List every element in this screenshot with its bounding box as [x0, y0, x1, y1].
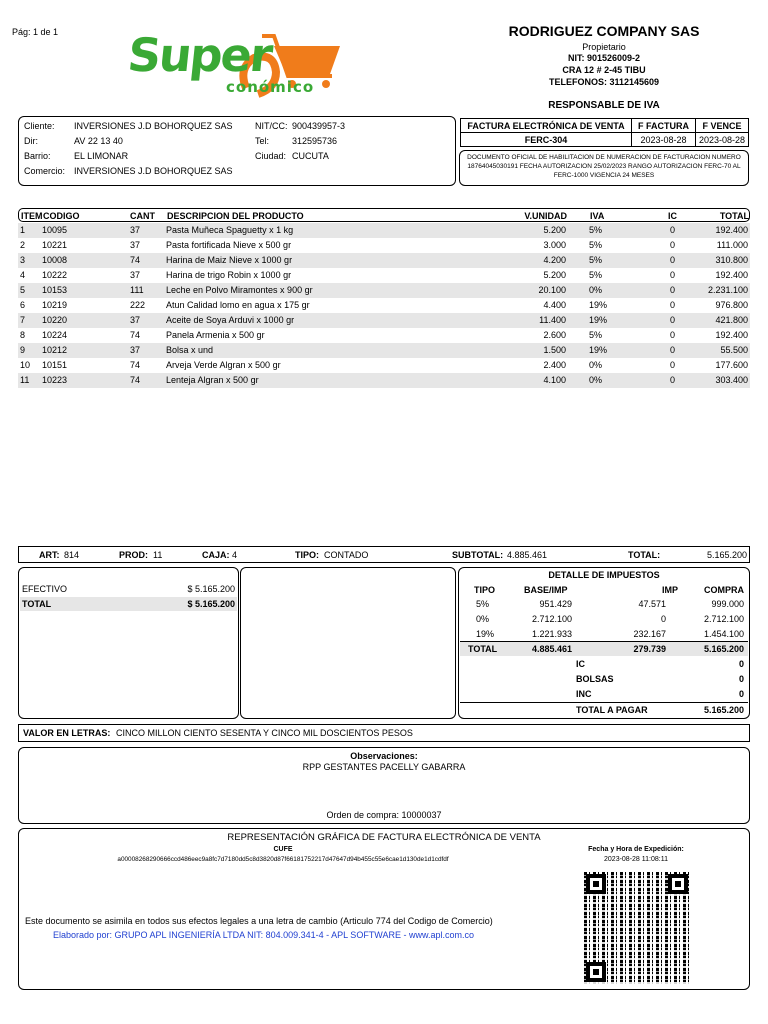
cell-codigo: 10212	[42, 345, 68, 355]
cell-item: 4	[20, 270, 26, 280]
e-invoice-title: REPRESENTACIÓN GRÁFICA DE FACTURA ELECTRÓNICA DE VENTA	[227, 832, 541, 843]
client-ciudad-label: Ciudad:	[255, 151, 287, 161]
summary-caja-label: CAJA:	[202, 550, 230, 560]
company-owner: Propietario	[582, 42, 626, 52]
tax-row	[460, 627, 748, 642]
cell-descripcion: Arveja Verde Algran x 500 gr	[166, 360, 281, 370]
tax-col-tipo: TIPO	[474, 585, 496, 595]
issue-datetime: 2023-08-28 11:08:11	[604, 856, 668, 863]
table-row	[18, 358, 750, 373]
company-name: RODRIGUEZ COMPANY SAS	[508, 23, 700, 39]
cell-codigo: 10220	[42, 315, 68, 325]
cell-vunidad: 20.100	[538, 285, 566, 295]
cell-item: 1	[20, 225, 26, 235]
tax-cell: 1.454.100	[703, 629, 744, 639]
cell-ic: 0	[670, 240, 676, 250]
cell-codigo: 10008	[42, 255, 68, 265]
summary-caja: 4	[232, 550, 238, 560]
cell-item: 3	[20, 255, 26, 265]
cell-vunidad: 5.200	[543, 225, 566, 235]
summary-subtotal-label: SUBTOTAL:	[452, 550, 504, 560]
client-dir-label: Dir:	[24, 136, 38, 146]
tax-col-imp: IMP	[661, 585, 678, 595]
cell-codigo: 10223	[42, 375, 68, 385]
tax-extra-label: TOTAL A PAGAR	[576, 705, 648, 715]
cell-vunidad: 11.400	[539, 315, 566, 325]
cell-cant: 74	[130, 330, 141, 340]
cell-descripcion: Atun Calidad lomo en agua x 175 gr	[166, 300, 310, 310]
cell-descripcion: Harina de trigo Robin x 1000 gr	[166, 270, 292, 280]
cell-descripcion: Bolsa x und	[166, 345, 214, 355]
amount-words-value: CINCO MILLON CIENTO SESENTA Y CINCO MIL DOSCIENTOS PESOS	[116, 728, 413, 738]
payment-total-row	[20, 597, 237, 611]
invoice-date-header: F FACTURA	[631, 118, 696, 133]
cell-total: 976.800	[715, 300, 748, 310]
cell-iva: 19%	[589, 300, 608, 310]
payment-total-label: TOTAL	[22, 599, 52, 609]
cell-cant: 37	[130, 270, 141, 280]
cell-codigo: 10151	[42, 360, 68, 370]
cell-vunidad: 4.100	[543, 375, 566, 385]
cell-codigo: 10224	[42, 330, 68, 340]
table-row	[18, 253, 750, 268]
tax-total-label: TOTAL	[468, 644, 498, 654]
col-cant: CANT	[130, 211, 155, 221]
summary-art-label: ART:	[39, 550, 60, 560]
cell-item: 2	[20, 240, 26, 250]
cell-cant: 37	[130, 315, 141, 325]
tax-cell: 2.712.100	[703, 614, 744, 624]
cell-codigo: 10095	[42, 225, 68, 235]
company-address: CRA 12 # 2-45 TIBU	[562, 65, 646, 75]
invoice-type-header: FACTURA ELECTRÓNICA DE VENTA	[460, 118, 632, 133]
cell-ic: 0	[670, 225, 676, 235]
cell-descripcion: Panela Armenia x 500 gr	[166, 330, 265, 340]
tax-extra-value: 5.165.200	[703, 705, 744, 715]
cell-item: 5	[20, 285, 26, 295]
cell-item: 7	[20, 315, 26, 325]
client-barrio: EL LIMONAR	[74, 151, 129, 161]
invoice-number: FERC-304	[460, 132, 632, 147]
payment-total: $ 5.165.200	[187, 599, 235, 609]
cell-codigo: 10222	[42, 270, 68, 280]
invoice-due-header: F VENCE	[695, 118, 749, 133]
col-item: ITEM	[21, 211, 43, 221]
cell-ic: 0	[670, 345, 676, 355]
table-row	[18, 283, 750, 298]
legal-text: Este documento se asimila en todos sus efectos legales a una letra de cambio (Articulo 774 del Codigo de Comercio)	[25, 916, 493, 926]
cell-vunidad: 4.400	[543, 300, 566, 310]
observations-text: RPP GESTANTES PACELLY GABARRA	[302, 762, 466, 772]
observations-title: Observaciones:	[350, 751, 418, 761]
tax-cell: 999.000	[711, 599, 744, 609]
cell-cant: 111	[130, 285, 144, 295]
company-logo	[126, 28, 348, 110]
payment-efectivo: $ 5.165.200	[187, 584, 235, 594]
purchase-order: Orden de compra: 10000037	[326, 810, 442, 820]
cell-ic: 0	[670, 360, 676, 370]
client-tel: 312595736	[292, 136, 338, 146]
page-number: Pág: 1 de 1	[12, 27, 59, 37]
tax-total-base: 4.885.461	[531, 644, 572, 654]
cufe-value: a00008268290666ccd486eec9a8fc7d7180dd5c8d3820d87f66181752217d47647d94b455c55e6cae1d130de1d1cdfdf	[117, 856, 449, 863]
tax-extra-row	[460, 657, 748, 672]
cell-total: 192.400	[715, 330, 748, 340]
cell-iva: 0%	[589, 375, 603, 385]
client-info-box	[18, 116, 456, 186]
summary-bar	[18, 546, 750, 563]
logo-word-economico: conómico	[226, 78, 315, 96]
table-row	[18, 298, 750, 313]
col-total: TOTAL	[719, 211, 749, 221]
cell-total: 303.400	[715, 375, 748, 385]
taxes-header-row	[460, 583, 748, 598]
tax-extra-row	[460, 702, 748, 717]
cell-total: 111.000	[716, 240, 748, 250]
company-phones: TELEFONOS: 3112145609	[548, 77, 660, 87]
cell-ic: 0	[670, 270, 676, 280]
client-barrio-label: Barrio:	[24, 151, 51, 161]
client-nit: 900439957-3	[292, 121, 346, 131]
cell-cant: 37	[130, 225, 141, 235]
col-ic: IC	[668, 211, 677, 221]
cell-item: 9	[20, 345, 26, 355]
invoice-resolution: DOCUMENTO OFICIAL DE HABILITACION DE NUMERACION DE FACTURACION NUMERO 18764045030191 FECHA AUTORIZACION 25/02/2023 RANGO AUTORIZACION FERC-70 AL FERC-1000 VIGENCIA 24 MESES	[459, 150, 749, 186]
summary-art: 814	[64, 550, 80, 560]
cell-cant: 74	[130, 375, 141, 385]
issue-datetime-label: Fecha y Hora de Expedición:	[588, 846, 684, 853]
client-ciudad: CUCUTA	[292, 151, 329, 161]
cell-cant: 37	[130, 345, 141, 355]
cell-iva: 5%	[589, 270, 603, 280]
amount-words-label: VALOR EN LETRAS:	[23, 728, 111, 738]
cell-total: 421.800	[715, 315, 748, 325]
tax-extra-label: IC	[576, 659, 585, 669]
col-codigo: CODIGO	[43, 211, 80, 221]
table-row	[18, 373, 750, 388]
summary-subtotal: 4.885.461	[507, 550, 548, 560]
cell-descripcion: Aceite de Soya Arduvi x 1000 gr	[166, 315, 295, 325]
tax-cell: 47.571	[638, 599, 666, 609]
tax-extra-label: BOLSAS	[576, 674, 614, 684]
tax-cell: 951.429	[539, 599, 572, 609]
tax-cell: 2.712.100	[531, 614, 572, 624]
cell-cant: 37	[130, 240, 141, 250]
tax-total-imp: 279.739	[633, 644, 666, 654]
cell-descripcion: Leche en Polvo Miramontes x 900 gr	[166, 285, 313, 295]
cell-iva: 5%	[589, 240, 603, 250]
cell-cant: 74	[130, 255, 141, 265]
cell-total: 2.231.100	[707, 285, 748, 295]
tax-regime: RESPONSABLE DE IVA	[548, 100, 660, 111]
cell-ic: 0	[670, 315, 676, 325]
cell-total: 192.400	[715, 225, 748, 235]
tax-cell: 232.167	[633, 629, 666, 639]
cell-codigo: 10153	[42, 285, 68, 295]
cell-total: 192.400	[715, 270, 748, 280]
cell-descripcion: Pasta Muñeca Spaguetty x 1 kg	[166, 225, 294, 235]
cell-descripcion: Lenteja Algran x 500 gr	[166, 375, 259, 385]
client-dir: AV 22 13 40	[74, 136, 123, 146]
cell-descripcion: Pasta fortificada Nieve x 500 gr	[166, 240, 292, 250]
summary-prod: 11	[153, 550, 163, 560]
cell-iva: 0%	[589, 360, 603, 370]
cell-ic: 0	[670, 375, 676, 385]
cell-iva: 19%	[589, 315, 608, 325]
table-row	[18, 313, 750, 328]
cufe-label: CUFE	[273, 846, 293, 853]
cell-ic: 0	[670, 285, 676, 295]
payment-efectivo-label: EFECTIVO	[22, 584, 68, 594]
cell-ic: 0	[670, 255, 676, 265]
cell-ic: 0	[670, 300, 676, 310]
table-row	[18, 328, 750, 343]
cell-total: 55.500	[720, 345, 748, 355]
cell-vunidad: 2.400	[543, 360, 566, 370]
tax-cell: 5%	[476, 599, 490, 609]
taxes-title: DETALLE DE IMPUESTOS	[548, 570, 660, 580]
tax-extra-value: 0	[738, 689, 744, 699]
cell-item: 6	[20, 300, 26, 310]
tax-extra-row	[460, 672, 748, 687]
cell-total: 177.600	[715, 360, 748, 370]
cell-iva: 5%	[589, 330, 603, 340]
qr-code	[584, 872, 690, 984]
cell-vunidad: 2.600	[543, 330, 566, 340]
cell-item: 10	[20, 360, 31, 370]
client-comercio: INVERSIONES J.D BOHORQUEZ SAS	[74, 166, 233, 176]
tax-cell: 0	[660, 614, 666, 624]
invoice-date: 2023-08-28	[631, 132, 696, 147]
cell-iva: 5%	[589, 225, 603, 235]
summary-total: 5.165.200	[706, 550, 747, 560]
summary-prod-label: PROD:	[119, 550, 148, 560]
cell-codigo: 10219	[42, 300, 68, 310]
col-iva: IVA	[590, 211, 605, 221]
cell-iva: 5%	[589, 255, 603, 265]
col-vunidad: V.UNIDAD	[524, 211, 567, 221]
summary-total-label: TOTAL:	[628, 550, 661, 560]
tax-col-compra: COMPRA	[704, 585, 744, 595]
tax-cell: 0%	[476, 614, 490, 624]
tax-cell: 19%	[476, 629, 495, 639]
client-name: INVERSIONES J.D BOHORQUEZ SAS	[74, 121, 233, 131]
tax-extra-row	[460, 687, 748, 702]
cell-vunidad: 5.200	[543, 270, 566, 280]
company-nit: NIT: 901526009-2	[567, 53, 641, 63]
made-by-link[interactable]: Elaborado por: GRUPO APL INGENIERÍA LTDA NIT: 804.009.341-4 - APL SOFTWARE - www.apl.com.co	[53, 930, 474, 940]
cell-vunidad: 1.500	[543, 345, 566, 355]
client-comercio-label: Comercio:	[24, 166, 66, 176]
tax-col-base: BASE/IMP	[524, 585, 568, 595]
table-row	[18, 343, 750, 358]
tax-total-compra: 5.165.200	[703, 644, 744, 654]
table-row	[18, 223, 750, 238]
client-tel-label: Tel:	[255, 136, 270, 146]
col-descripcion: DESCRIPCION DEL PRODUCTO	[167, 211, 304, 221]
cell-ic: 0	[670, 330, 676, 340]
tax-cell: 1.221.933	[531, 629, 572, 639]
cell-iva: 0%	[589, 285, 603, 295]
summary-tipo: CONTADO	[324, 550, 369, 560]
tax-row	[460, 597, 748, 612]
taxes-total-row	[460, 641, 748, 656]
invoice-due-date: 2023-08-28	[695, 132, 749, 147]
logo-word-super: Super	[125, 28, 274, 82]
tax-extra-value: 0	[738, 674, 744, 684]
tax-extra-value: 0	[738, 659, 744, 669]
amount-in-words	[18, 724, 750, 742]
cell-iva: 19%	[589, 345, 608, 355]
blank-box	[240, 567, 456, 719]
items-header	[18, 208, 750, 222]
cell-codigo: 10221	[42, 240, 68, 250]
cell-cant: 222	[130, 300, 146, 310]
tax-row	[460, 612, 748, 627]
table-row	[18, 238, 750, 253]
client-label: Cliente:	[24, 121, 55, 131]
cell-total: 310.800	[715, 255, 748, 265]
cell-vunidad: 3.000	[543, 240, 566, 250]
tax-extra-label: INC	[576, 689, 592, 699]
cell-item: 11	[20, 375, 30, 385]
cell-descripcion: Harina de Maiz Nieve x 1000 gr	[166, 255, 293, 265]
table-row	[18, 268, 750, 283]
client-nit-label: NIT/CC:	[255, 121, 288, 131]
cell-cant: 74	[130, 360, 141, 370]
cell-vunidad: 4.200	[543, 255, 566, 265]
cell-item: 8	[20, 330, 26, 340]
summary-tipo-label: TIPO:	[295, 550, 319, 560]
